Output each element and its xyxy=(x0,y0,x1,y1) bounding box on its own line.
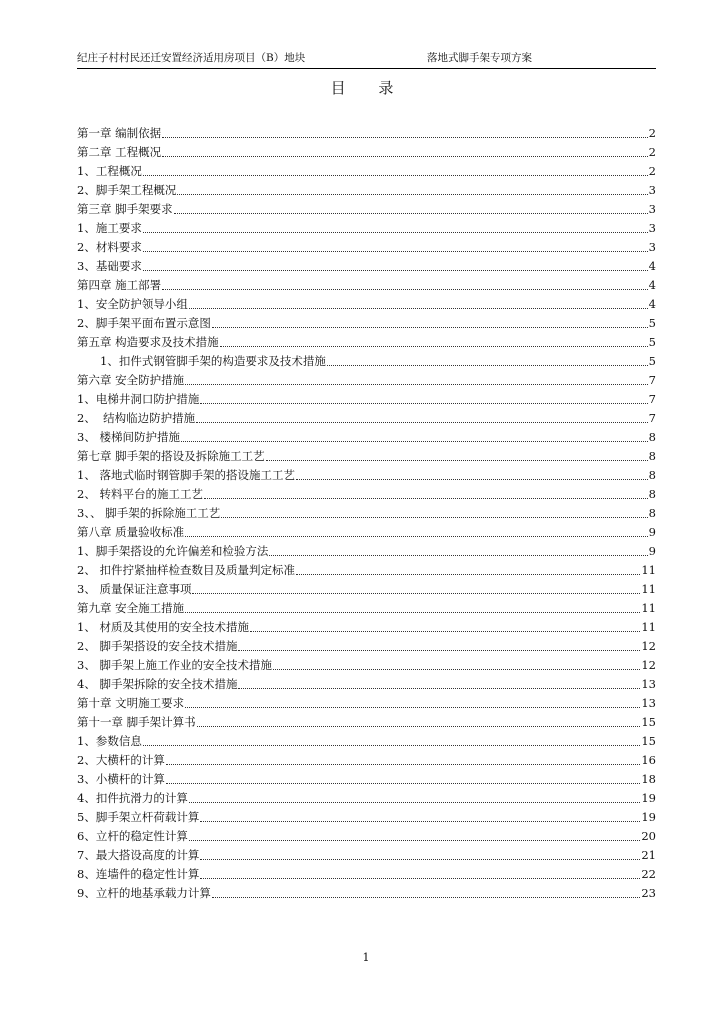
toc-entry xyxy=(77,751,656,770)
toc-entry xyxy=(77,504,656,523)
toc-page-number: 2 xyxy=(648,145,656,159)
toc-leader xyxy=(166,783,641,784)
toc-page-number: 11 xyxy=(641,601,656,615)
toc-entry-label: 3、 楼梯间防护措施 xyxy=(77,430,180,444)
toc-entry-label: 2、 结构临边防护措施 xyxy=(77,411,196,425)
toc-leader xyxy=(273,669,640,670)
toc-entry-label: 第一章 编制依据 xyxy=(77,126,162,140)
toc-entry-label: 第十一章 脚手架计算书 xyxy=(77,715,196,729)
toc-entry-label: 4、 脚手架拆除的安全技术措施 xyxy=(77,677,238,691)
toc-entry xyxy=(77,789,656,808)
toc-page-number: 16 xyxy=(641,753,656,767)
toc-entry xyxy=(77,732,656,751)
toc-page-number: 9 xyxy=(648,525,656,539)
toc-entry xyxy=(77,599,656,618)
toc-entry xyxy=(77,618,656,637)
toc-leader xyxy=(189,308,648,309)
toc-entry-label: 2、脚手架工程概况 xyxy=(77,183,177,197)
toc-page-number: 15 xyxy=(641,715,656,729)
toc-entry-label: 第五章 构造要求及技术措施 xyxy=(77,335,219,349)
header-document-name: 落地式脚手架专项方案 xyxy=(427,52,532,64)
toc-entry xyxy=(77,694,656,713)
toc-page-number: 9 xyxy=(648,544,656,558)
toc-entry xyxy=(77,314,656,333)
toc-entry-label: 第三章 脚手架要求 xyxy=(77,202,173,216)
toc-entry-label: 1、安全防护领导小组 xyxy=(77,297,188,311)
toc-page-number: 12 xyxy=(641,639,656,653)
toc-entry xyxy=(77,523,656,542)
toc-entry xyxy=(77,390,656,409)
toc-entry xyxy=(77,447,656,466)
toc-entry xyxy=(77,219,656,238)
toc-entry-label: 第七章 脚手架的搭设及拆除施工工艺 xyxy=(77,449,265,463)
toc-entry-label: 第六章 安全防护措施 xyxy=(77,373,185,387)
toc-leader xyxy=(327,365,648,366)
toc-page-number: 22 xyxy=(641,867,656,881)
toc-entry-label: 2、大横杆的计算 xyxy=(77,753,165,767)
toc-entry xyxy=(77,352,656,371)
toc-leader xyxy=(177,194,647,195)
toc-page-number: 3 xyxy=(648,202,656,216)
toc-page-number: 11 xyxy=(641,563,656,577)
toc-leader xyxy=(143,232,648,233)
toc-entry-label: 1、 落地式临时钢管脚手架的搭设施工工艺 xyxy=(77,468,295,482)
toc-entry xyxy=(77,561,656,580)
toc-page-number: 2 xyxy=(648,126,656,140)
toc-entry xyxy=(77,827,656,846)
toc-leader xyxy=(162,137,648,138)
toc-page-number: 5 xyxy=(648,316,656,330)
toc-leader xyxy=(220,346,648,347)
toc-entry-label: 1、施工要求 xyxy=(77,221,142,235)
toc-page-number: 13 xyxy=(641,677,656,691)
toc-page-number: 11 xyxy=(641,582,656,596)
toc-entry-label: 第二章 工程概况 xyxy=(77,145,162,159)
toc-page-number: 7 xyxy=(648,373,656,387)
toc-entry-label: 第四章 施工部署 xyxy=(77,278,162,292)
toc-entry xyxy=(77,371,656,390)
toc-leader xyxy=(143,251,648,252)
toc-entry-label: 第十章 文明施工要求 xyxy=(77,696,185,710)
toc-entry xyxy=(77,846,656,865)
toc-entry xyxy=(77,124,656,143)
toc-entry xyxy=(77,428,656,447)
toc-entry xyxy=(77,675,656,694)
toc-page-number: 8 xyxy=(648,468,656,482)
toc-entry xyxy=(77,808,656,827)
toc-entry-label: 2、材料要求 xyxy=(77,240,142,254)
toc-page-number: 12 xyxy=(641,658,656,672)
toc-leader xyxy=(162,289,648,290)
toc-entry xyxy=(77,466,656,485)
toc-page-number: 11 xyxy=(641,620,656,634)
toc-entry-label: 1、脚手架搭设的允许偏差和检验方法 xyxy=(77,544,269,558)
toc-entry-label: 第九章 安全施工措施 xyxy=(77,601,185,615)
toc-entry-label: 3、、 脚手架的拆除施工工艺 xyxy=(77,506,221,520)
toc-entry-label: 第八章 质量验收标准 xyxy=(77,525,185,539)
toc-entry xyxy=(77,542,656,561)
toc-entry xyxy=(77,865,656,884)
toc-page-number: 4 xyxy=(648,278,656,292)
toc-entry xyxy=(77,295,656,314)
toc-leader xyxy=(189,840,641,841)
toc-page-number: 3 xyxy=(648,221,656,235)
header-project-name: 纪庄子村村民还迁安置经济适用房项目（B）地块 xyxy=(77,52,306,64)
toc-entry xyxy=(77,143,656,162)
toc-entry xyxy=(77,257,656,276)
page-title: 目 录 xyxy=(330,79,408,97)
toc-page-number: 4 xyxy=(648,297,656,311)
toc-leader xyxy=(296,479,648,480)
toc-page-number: 8 xyxy=(648,506,656,520)
toc-leader xyxy=(143,175,648,176)
toc-entry-label: 3、 脚手架上施工作业的安全技术措施 xyxy=(77,658,272,672)
toc-leader xyxy=(200,821,640,822)
toc-entry-label: 2、 转料平台的施工工艺 xyxy=(77,487,203,501)
toc-page-number: 3 xyxy=(648,240,656,254)
toc-page-number: 19 xyxy=(641,810,656,824)
toc-page-number: 20 xyxy=(641,829,656,843)
toc-leader xyxy=(269,555,647,556)
toc-page-number: 8 xyxy=(648,449,656,463)
toc-leader xyxy=(212,327,648,328)
toc-page-number: 7 xyxy=(648,411,656,425)
toc-entry-label: 1、参数信息 xyxy=(77,734,142,748)
table-of-contents xyxy=(77,124,656,903)
toc-leader xyxy=(143,270,648,271)
toc-entry-label: 3、基础要求 xyxy=(77,259,142,273)
toc-page-number: 19 xyxy=(641,791,656,805)
toc-leader xyxy=(204,498,648,499)
toc-leader xyxy=(166,764,641,765)
toc-entry-label: 8、连墙件的稳定性计算 xyxy=(77,867,200,881)
page-number: 1 xyxy=(362,951,370,964)
toc-entry-label: 1、扣件式钢管脚手架的构造要求及技术措施 xyxy=(100,354,326,368)
toc-page-number: 2 xyxy=(648,164,656,178)
toc-leader xyxy=(250,631,640,632)
toc-entry xyxy=(77,713,656,732)
toc-entry-label: 3、小横杆的计算 xyxy=(77,772,165,786)
toc-entry-label: 2、脚手架平面布置示意图 xyxy=(77,316,211,330)
toc-entry xyxy=(77,181,656,200)
toc-entry xyxy=(77,238,656,257)
toc-entry xyxy=(77,637,656,656)
toc-leader xyxy=(185,707,640,708)
toc-leader xyxy=(185,612,640,613)
toc-leader xyxy=(200,878,640,879)
toc-entry xyxy=(77,770,656,789)
toc-leader xyxy=(192,593,640,594)
toc-leader xyxy=(189,802,641,803)
toc-page-number: 8 xyxy=(648,487,656,501)
toc-page-number: 13 xyxy=(641,696,656,710)
toc-leader xyxy=(200,403,647,404)
toc-page-number: 5 xyxy=(648,335,656,349)
toc-entry-label: 2、 脚手架搭设的安全技术措施 xyxy=(77,639,238,653)
toc-entry xyxy=(77,333,656,352)
toc-entry-label: 6、立杆的稳定性计算 xyxy=(77,829,188,843)
toc-entry-label: 4、扣件抗滑力的计算 xyxy=(77,791,188,805)
toc-leader xyxy=(181,441,648,442)
toc-leader xyxy=(174,213,648,214)
toc-leader xyxy=(162,156,648,157)
toc-entry xyxy=(77,580,656,599)
toc-leader xyxy=(185,536,648,537)
toc-page-number: 23 xyxy=(641,886,656,900)
toc-page-number: 8 xyxy=(648,430,656,444)
page-header xyxy=(77,50,656,69)
toc-entry-label: 7、最大搭设高度的计算 xyxy=(77,848,200,862)
toc-entry-label: 1、电梯井洞口防护措施 xyxy=(77,392,200,406)
toc-entry-label: 3、 质量保证注意事项 xyxy=(77,582,192,596)
toc-entry xyxy=(77,884,656,903)
toc-leader xyxy=(185,384,648,385)
toc-entry xyxy=(77,276,656,295)
toc-leader xyxy=(221,517,647,518)
toc-leader xyxy=(143,745,641,746)
toc-page-number: 18 xyxy=(641,772,656,786)
toc-entry-label: 9、立杆的地基承载力计算 xyxy=(77,886,211,900)
toc-leader xyxy=(200,859,640,860)
toc-page-number: 15 xyxy=(641,734,656,748)
toc-entry-label: 5、脚手架立杆荷载计算 xyxy=(77,810,200,824)
toc-leader xyxy=(197,726,641,727)
toc-leader xyxy=(238,650,640,651)
toc-leader xyxy=(238,688,640,689)
toc-leader xyxy=(196,422,648,423)
toc-entry xyxy=(77,162,656,181)
toc-page-number: 3 xyxy=(648,183,656,197)
toc-page-number: 7 xyxy=(648,392,656,406)
toc-leader xyxy=(296,574,640,575)
toc-entry xyxy=(77,409,656,428)
toc-entry-label: 2、 扣件拧紧抽样检查数目及质量判定标准 xyxy=(77,563,295,577)
toc-page-number: 4 xyxy=(648,259,656,273)
toc-page-number: 21 xyxy=(641,848,656,862)
toc-entry xyxy=(77,485,656,504)
toc-entry xyxy=(77,656,656,675)
toc-entry-label: 1、 材质及其使用的安全技术措施 xyxy=(77,620,249,634)
toc-entry xyxy=(77,200,656,219)
toc-leader xyxy=(212,897,641,898)
toc-entry-label: 1、工程概况 xyxy=(77,164,142,178)
toc-leader xyxy=(266,460,648,461)
toc-page-number: 5 xyxy=(648,354,656,368)
